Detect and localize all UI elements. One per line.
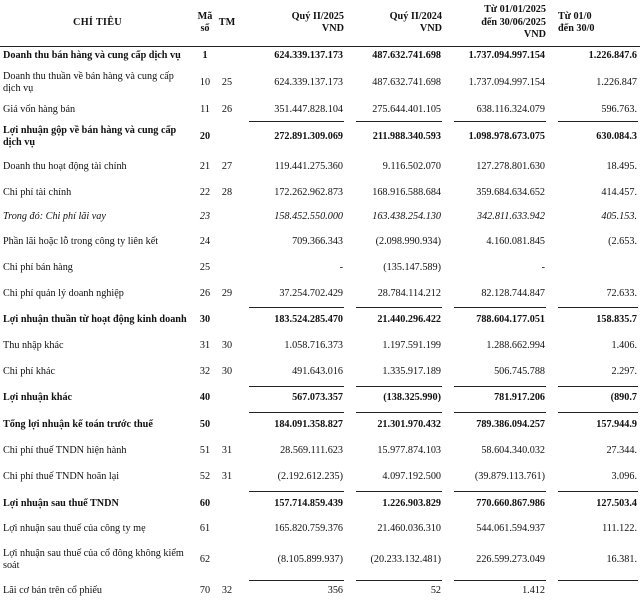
header-ma-so: Mã số [195,0,215,46]
table-row [0,205,640,229]
row-label-text: Chi phí thuế TNDN hiện hành [3,445,127,457]
row-value-ytd-2024: 1.226.847 [596,77,637,89]
row-value-ytd-2025: 788.604.177.051 [444,306,548,333]
table-row [0,306,640,333]
row-value-ytd-2024 [548,255,640,281]
header-q2-2025: Quý II/2025 VND [239,0,346,46]
row-thuyet-minh [215,385,239,411]
row-value-q2-2025: 165.820.759.376 [274,523,343,535]
row-label [0,120,195,154]
row-value-q2-2025: 119.441.275.360 [274,161,343,173]
header-q2-2024: Quý II/2024 VND [346,0,444,46]
row-label [0,359,195,385]
row-value-ytd-2025: 58.604.340.032 [481,445,545,457]
row-value-q2-2025: 567.073.357 [239,385,346,411]
row-ma-so: 50 [199,418,211,430]
row-thuyet-minh [215,517,239,541]
row-value-q2-2024: (2.098.990.934) [375,236,441,248]
row-value-q2-2024: 9.116.502.070 [382,161,441,173]
row-label-text: Phần lãi hoặc lỗ trong công ty liên kết [3,236,159,248]
table-row [0,333,640,359]
row-value-q2-2025: 184.091.358.827 [239,411,346,438]
row-label-text: Lợi nhuận thuần từ hoạt động kinh doanh [3,313,187,325]
row-thuyet-minh [215,229,239,255]
row-label-text: Doanh thu hoạt động tài chính [3,161,127,173]
row-thuyet-minh [215,411,239,438]
row-value-q2-2025: 624.339.137.173 [274,50,343,62]
row-value-q2-2024: 21.460.036.310 [377,523,441,535]
row-label [0,255,195,281]
row-ma-so: 52 [199,471,211,483]
row-value-ytd-2024: 630.084.3 [548,120,640,154]
row-label-text: Lãi cơ bản trên cổ phiếu [3,585,103,597]
row-value-q2-2024: 1.197.591.199 [382,340,441,352]
table-row [0,464,640,490]
row-label-text: Chi phí quản lý doanh nghiệp [3,287,124,299]
row-thuyet-minh: 31 [221,471,233,483]
row-value-ytd-2024: 16.381. [606,554,637,566]
row-value-ytd-2025: 770.660.867.986 [444,490,548,517]
row-thuyet-minh: 32 [221,585,233,597]
row-value-ytd-2025: 4.160.081.845 [486,236,545,248]
row-label [0,180,195,205]
table-row [0,411,640,438]
row-value-q2-2025: 1.058.716.373 [284,340,343,352]
row-value-q2-2024: 168.916.588.684 [372,186,441,198]
row-label-text: Chi phí khác [3,366,56,378]
row-value-ytd-2025: 226.599.273.049 [476,554,545,566]
row-label [0,333,195,359]
row-value-ytd-2025: 342.811.633.942 [476,211,545,223]
row-value-q2-2025: (8.105.899.937) [277,554,343,566]
table-row [0,579,640,603]
row-value-ytd-2025: 506.745.788 [494,366,545,378]
row-value-ytd-2025: (39.879.113.761) [474,471,545,483]
row-value-ytd-2024: 127.503.4 [548,490,640,517]
row-ma-so: 26 [199,287,211,299]
row-thuyet-minh [215,541,239,579]
row-value-ytd-2024: 1.226.847.6 [588,50,637,62]
row-value-q2-2024: 163.438.254.130 [372,211,441,223]
row-value-q2-2024: (20.233.132.481) [370,554,441,566]
table-body [0,46,640,603]
row-label [0,411,195,438]
row-thuyet-minh: 25 [221,77,233,89]
table-row [0,438,640,464]
row-value-ytd-2024 [548,579,640,603]
row-label-text: Lợi nhuận sau thuế của cổ đông không kiểm soát [3,548,184,571]
table-row [0,46,640,66]
row-value-q2-2025: (2.192.612.235) [277,471,343,483]
row-thuyet-minh: 28 [221,186,233,198]
row-thuyet-minh [215,46,239,66]
table-row [0,120,640,154]
row-label [0,306,195,333]
row-value-ytd-2024: 158.835.7 [548,306,640,333]
row-label-text: Doanh thu thuần về bán hàng và cung cấp dịch vụ [3,71,174,94]
row-value-q2-2025: 157.714.859.439 [239,490,346,517]
row-label [0,46,195,66]
row-ma-so: 25 [199,262,211,274]
row-label [0,541,195,579]
row-label-text: Giá vốn hàng bán [3,104,76,116]
row-value-q2-2024: 52 [346,579,444,603]
table-row [0,180,640,205]
row-value-ytd-2024: 72.633. [606,287,637,299]
row-value-ytd-2025: 1.098.978.673.075 [444,120,548,154]
row-thuyet-minh: 30 [221,340,233,352]
row-value-q2-2025: 272.891.309.069 [239,120,346,154]
row-label-text: Tổng lợi nhuận kế toán trước thuế [3,418,153,430]
row-thuyet-minh: 31 [221,445,233,457]
row-value-ytd-2025: 781.917.206 [444,385,548,411]
row-thuyet-minh [215,120,239,154]
row-value-q2-2025: 158.452.550.000 [274,211,343,223]
row-ma-so: 70 [199,585,211,597]
row-ma-so: 11 [200,104,210,116]
row-ma-so: 32 [199,366,211,378]
row-value-q2-2024: 15.977.874.103 [377,445,441,457]
row-value-q2-2024: 1.226.903.829 [346,490,444,517]
row-label [0,154,195,180]
row-ma-so: 51 [199,445,211,457]
row-value-q2-2025: 351.447.828.104 [274,104,343,116]
row-value-ytd-2025: 359.684.634.652 [476,186,545,198]
row-value-q2-2024: 4.097.192.500 [382,471,441,483]
table-row [0,359,640,385]
row-value-ytd-2024: 414.457. [601,186,637,198]
table-row [0,229,640,255]
row-ma-so: 30 [199,313,211,325]
row-label-text: Doanh thu bán hàng và cung cấp dịch vụ [3,50,181,62]
row-value-q2-2025: - [339,262,343,274]
row-label [0,438,195,464]
table-row [0,255,640,281]
row-value-ytd-2024: 3.096. [611,471,637,483]
row-value-ytd-2025: 82.128.744.847 [481,287,545,299]
row-label [0,579,195,603]
row-label [0,66,195,100]
row-value-ytd-2025: 1.412 [444,579,548,603]
row-thuyet-minh: 27 [221,161,233,173]
row-label [0,490,195,517]
row-ma-so: 10 [199,77,211,89]
row-label [0,385,195,411]
row-value-ytd-2025: - [541,262,545,274]
row-thuyet-minh [215,306,239,333]
row-value-q2-2025: 28.569.111.623 [280,445,343,457]
row-ma-so: 24 [199,236,211,248]
row-value-ytd-2025: 1.737.094.997.154 [468,77,545,89]
row-value-q2-2025: 37.254.702.429 [279,287,343,299]
row-ma-so: 23 [199,211,211,223]
table-row [0,517,640,541]
row-label-text: Lợi nhuận sau thuế TNDN [3,497,119,509]
row-thuyet-minh: 29 [221,287,233,299]
row-value-q2-2024: 1.335.917.189 [382,366,441,378]
header-ytd-2025: Từ 01/01/2025 đến 30/06/2025 VND [444,0,548,46]
header-ytd-2024: Từ 01/0 đến 30/0 [548,0,640,46]
row-value-q2-2025: 172.262.962.873 [274,186,343,198]
row-label-text: Lợi nhuận gộp về bán hàng và cung cấp dịch vụ [3,125,177,148]
table-row [0,100,640,120]
row-label [0,464,195,490]
row-value-ytd-2024: 2.297. [611,366,637,378]
table-row [0,541,640,579]
row-value-ytd-2025: 1.737.094.997.154 [468,50,545,62]
row-value-q2-2024: 28.784.114.212 [377,287,441,299]
row-value-q2-2024: 487.632.741.698 [372,77,441,89]
row-ma-so: 22 [199,186,211,198]
row-value-q2-2024: 21.440.296.422 [346,306,444,333]
table-row [0,66,640,100]
row-ma-so: 31 [199,340,211,352]
table-row [0,154,640,180]
row-value-ytd-2025: 544.061.594.937 [476,523,545,535]
row-ma-so: 40 [199,392,211,404]
row-value-q2-2024: 211.988.340.593 [346,120,444,154]
row-thuyet-minh [215,205,239,229]
row-value-ytd-2024: 27.344. [606,445,637,457]
row-value-q2-2024: 21.301.970.432 [346,411,444,438]
row-label [0,100,195,120]
table-row [0,490,640,517]
row-value-ytd-2025: 789.386.094.257 [444,411,548,438]
row-label [0,281,195,306]
row-ma-so: 1 [202,50,208,62]
row-value-q2-2024: 275.644.401.105 [372,104,441,116]
row-label-text: Thu nhập khác [3,340,64,352]
row-ma-so: 21 [199,161,211,173]
row-value-q2-2024: (138.325.990) [346,385,444,411]
table-header-row [0,0,640,46]
row-ma-so: 61 [199,523,211,535]
table-row [0,385,640,411]
row-value-q2-2025: 491.643.016 [292,366,343,378]
row-value-ytd-2024: 1.406. [611,340,637,352]
row-value-q2-2025: 709.366.343 [292,236,343,248]
row-value-ytd-2024: 405.153. [601,211,637,223]
table-row [0,281,640,306]
row-thuyet-minh [215,490,239,517]
row-label-text: Trong đó: Chi phí lãi vay [3,211,106,223]
row-value-ytd-2024: 157.944.9 [548,411,640,438]
row-label [0,229,195,255]
row-value-q2-2024: 487.632.741.698 [372,50,441,62]
row-ma-so: 20 [199,131,211,143]
row-value-q2-2024: (135.147.589) [383,262,441,274]
row-value-ytd-2025: 638.116.324.079 [476,104,545,116]
row-thuyet-minh: 30 [221,366,233,378]
row-ma-so: 60 [199,497,211,509]
row-thuyet-minh [215,255,239,281]
row-ma-so: 62 [199,554,211,566]
row-label-text: Chi phí tài chính [3,186,72,198]
row-label [0,205,195,229]
header-chi-tieu: CHỈ TIÊU [0,0,195,46]
row-value-ytd-2024: (2.653. [608,236,637,248]
row-value-ytd-2024: 111.122. [602,523,637,535]
row-value-q2-2025: 356 [239,579,346,603]
row-value-ytd-2025: 127.278.801.630 [476,161,545,173]
row-label-text: Chi phí thuế TNDN hoãn lại [3,471,120,483]
row-thuyet-minh: 26 [221,104,233,116]
row-label-text: Lợi nhuận sau thuế của công ty mẹ [3,523,146,535]
row-value-ytd-2025: 1.288.662.994 [486,340,545,352]
row-value-ytd-2024: 18.495. [606,161,637,173]
row-value-ytd-2024: (890.7 [548,385,640,411]
row-label [0,517,195,541]
row-label-text: Chi phí bán hàng [3,262,73,274]
row-label-text: Lợi nhuận khác [3,392,73,404]
header-tm: TM [215,0,239,46]
row-value-ytd-2024: 596.763. [601,104,637,116]
row-value-q2-2025: 183.524.285.470 [239,306,346,333]
row-value-q2-2025: 624.339.137.173 [274,77,343,89]
